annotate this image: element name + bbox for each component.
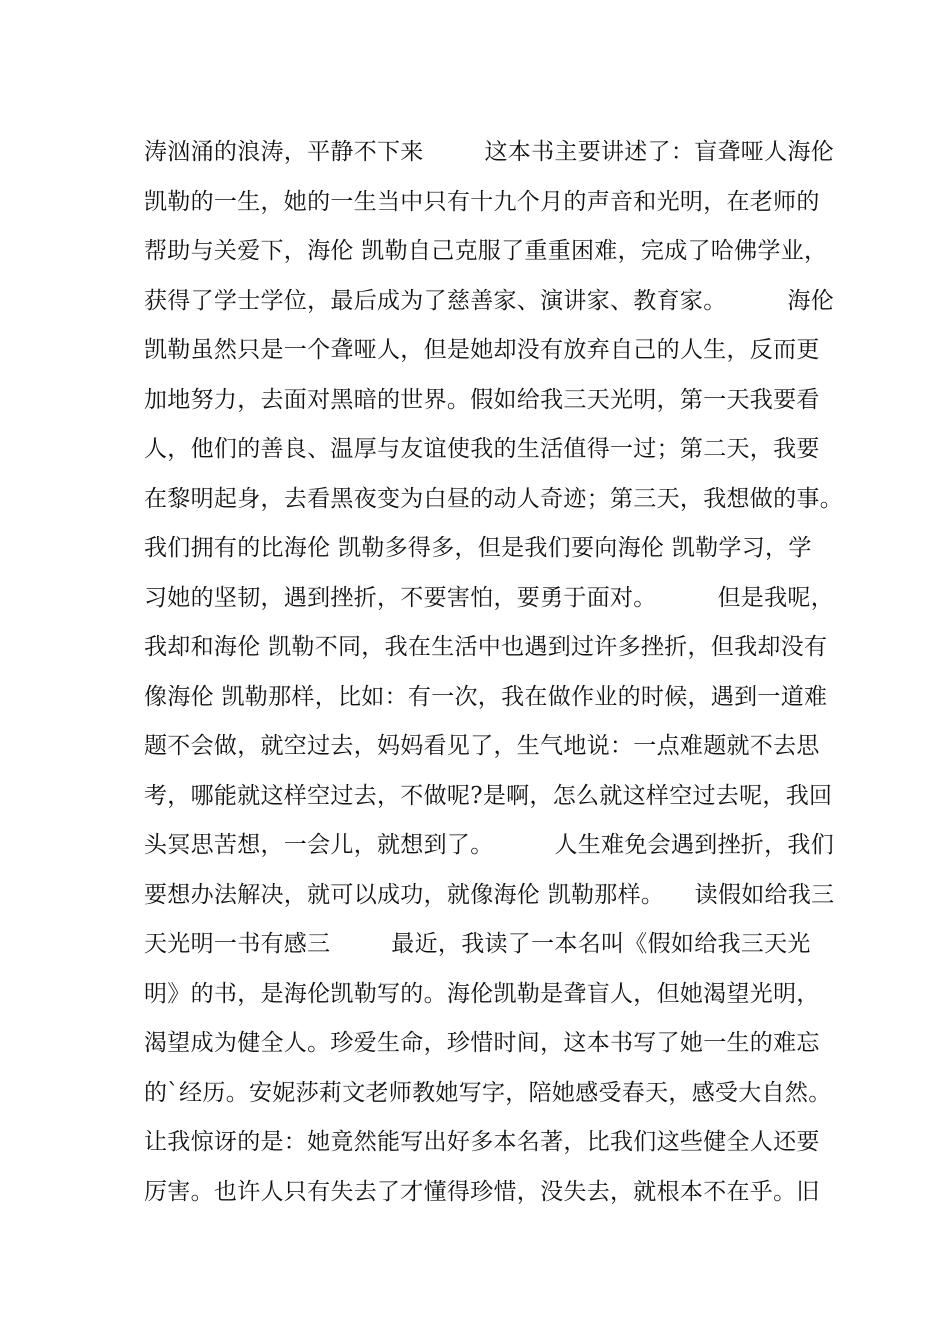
text-line: 题不会做，就空过去，妈妈看见了，生气地说：一点难题就不去思	[144, 733, 820, 759]
text-line: 厉害。也许人只有失去了才懂得珍惜，没失去，就根本不在乎。旧	[144, 1178, 820, 1205]
text-line: 帮助与关爱下，海伦 凯勒自己克服了重重困难，完成了哈佛学业，	[144, 238, 828, 264]
text-line: 考，哪能就这样空过去，不做呢?是啊，怎么就这样空过去呢，我回	[144, 782, 833, 809]
text-line: 的`经历。安妮莎莉文老师教她写字，陪她感受春天，感受大自然。	[144, 1079, 832, 1106]
text-line: 天光明一书有感三 最近，我读了一本名叫《假如给我三天光	[144, 931, 811, 957]
text-line: 渴望成为健全人。珍爱生命，珍惜时间，这本书写了她一生的难忘	[144, 1030, 820, 1056]
text-line: 涛汹涌的浪涛，平静不下来 这本书主要讲述了：盲聋哑人海伦	[144, 139, 834, 165]
body-text	[144, 128, 844, 1217]
text-line: 头冥思苦想，一会儿，就想到了。 人生难免会遇到挫折，我们	[144, 832, 834, 858]
text-line: 像海伦 凯勒那样，比如：有一次，我在做作业的时候，遇到一道难	[144, 683, 828, 710]
text-line: 习她的坚韧，遇到挫折，不要害怕，要勇于面对。 但是我呢，	[144, 584, 834, 611]
text-line: 在黎明起身，去看黑夜变为白昼的动人奇迹；第三天，我想做的事。	[144, 485, 843, 512]
text-line: 明》的书，是海伦凯勒写的。海伦凯勒是聋盲人，但她渴望光明，	[144, 980, 820, 1007]
text-line: 让我惊讶的是：她竟然能写出好多本名著，比我们这些健全人还要	[144, 1129, 820, 1155]
text-line: 获得了学士学位，最后成为了慈善家、演讲家、教育家。 海伦	[144, 287, 834, 314]
text-line: 我们拥有的比海伦 凯勒多得多，但是我们要向海伦 凯勒学习，学	[144, 535, 812, 561]
text-line: 加地努力，去面对黑暗的世界。假如给我三天光明，第一天我要看	[144, 386, 820, 413]
text-line: 我却和海伦 凯勒不同，我在生活中也遇到过许多挫折，但我却没有	[144, 634, 828, 660]
text-line: 要想办法解决，就可以成功，就像海伦 凯勒那样。 读假如给我三	[144, 881, 835, 908]
text-line: 凯勒的一生，她的一生当中只有十九个月的声音和光明，在老师的	[144, 188, 820, 215]
text-line: 人，他们的善良、温厚与友谊使我的生活值得一过；第二天，我要	[144, 436, 820, 462]
text-line: 凯勒虽然只是一个聋哑人，但是她却没有放弃自己的人生，反而更	[144, 337, 820, 363]
